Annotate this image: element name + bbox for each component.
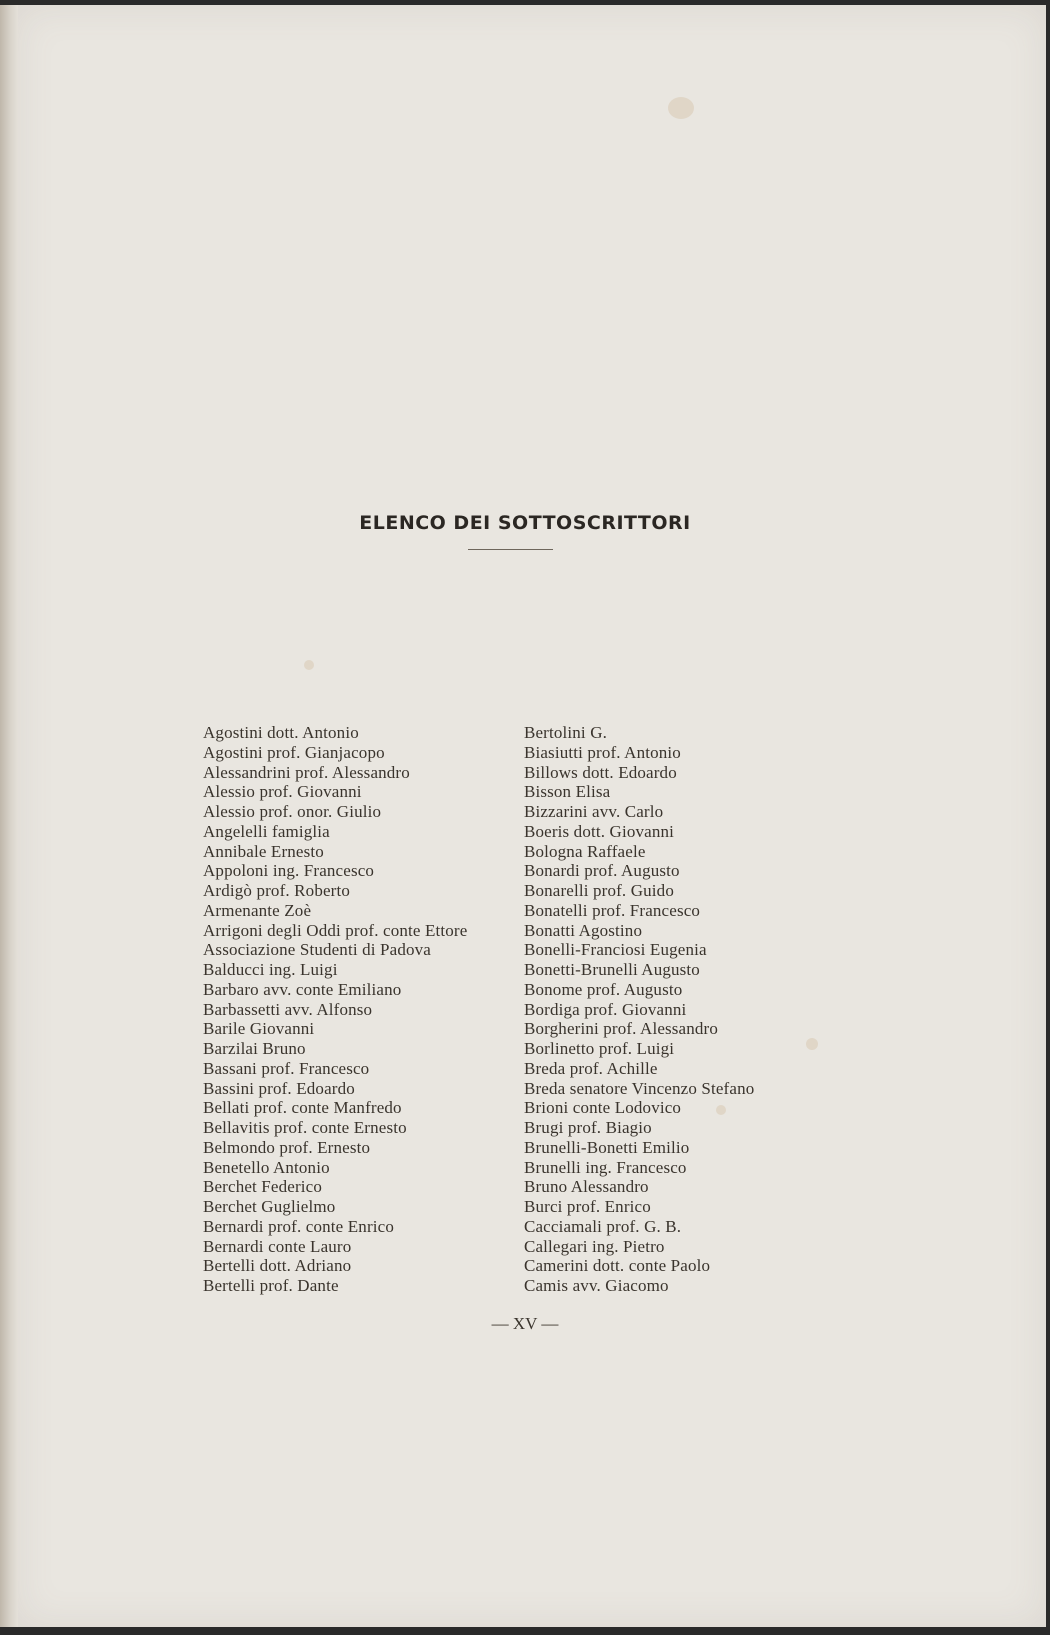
subscriber-entry: Breda senatore Vincenzo Stefano <box>524 1078 755 1098</box>
subscriber-entry: Agostini dott. Antonio <box>203 723 359 742</box>
subscriber-entry: Bruno Alessandro <box>524 1177 649 1197</box>
subscriber-entry: Bonome prof. Augusto <box>524 979 683 999</box>
subscriber-entry: Associazione Studenti di Padova <box>203 940 431 960</box>
subscriber-entry: Angelelli famiglia <box>203 821 330 841</box>
subscriber-entry: Biasiutti prof. Antonio <box>524 742 681 762</box>
subscriber-entry: Camerini dott. conte Paolo <box>524 1256 711 1276</box>
subscriber-entry: Balducci ing. Luigi <box>203 960 338 979</box>
subscriber-entry: Boeris dott. Giovanni <box>524 821 674 841</box>
subscriber-entry: Bertolini G. <box>524 723 608 742</box>
subscriber-entry: Alessio prof. onor. Giulio <box>203 802 382 821</box>
subscriber-entry: Bertelli dott. Adriano <box>203 1256 352 1276</box>
subscriber-entry: Appoloni ing. Francesco <box>203 861 375 881</box>
subscriber-entry: Bizzarini avv. Carlo <box>524 802 664 821</box>
subscriber-entry: Bertelli prof. Dante <box>203 1276 339 1295</box>
binding-edge <box>0 5 18 1627</box>
subscriber-entry: Bordiga prof. Giovanni <box>524 999 687 1019</box>
subscriber-entry: Belmondo prof. Ernesto <box>203 1137 371 1157</box>
subscriber-entry: Agostini prof. Gianjacopo <box>203 742 385 762</box>
subscriber-entry: Brunelli ing. Francesco <box>524 1157 687 1177</box>
subscriber-entry: Borlinetto prof. Luigi <box>524 1039 675 1058</box>
subscriber-entry: Bologna Raffaele <box>524 841 646 861</box>
subscriber-entry: Bernardi prof. conte Enrico <box>203 1216 394 1236</box>
subscriber-entry: Bellavitis prof. conte Ernesto <box>203 1118 407 1137</box>
subscriber-entry: Borgherini prof. Alessandro <box>524 1019 719 1039</box>
subscriber-entry: Bassani prof. Francesco <box>203 1058 370 1078</box>
subscriber-entry: Barile Giovanni <box>203 1019 315 1039</box>
subscriber-entry: Cacciamali prof. G. B. <box>524 1216 682 1236</box>
subscriber-entry: Alessandrini prof. Alessandro <box>203 762 410 782</box>
subscriber-entry: Annibale Ernesto <box>203 841 324 861</box>
subscriber-entry: Bonatelli prof. Francesco <box>524 900 701 920</box>
foxing-spot <box>304 660 314 670</box>
subscriber-entry: Barzilai Bruno <box>203 1039 306 1058</box>
subscriber-entry: Bellati prof. conte Manfredo <box>203 1098 402 1118</box>
subscriber-entry: Berchet Guglielmo <box>203 1197 336 1216</box>
subscriber-entry: Bassini prof. Edoardo <box>203 1078 355 1098</box>
subscriber-entry: Bisson Elisa <box>524 782 611 802</box>
subscriber-entry: Alessio prof. Giovanni <box>203 782 362 802</box>
title-underline <box>468 549 553 550</box>
subscriber-entry: Billows dott. Edoardo <box>524 762 677 782</box>
foxing-spot <box>806 1038 818 1050</box>
subscriber-entry: Burci prof. Enrico <box>524 1197 651 1216</box>
subscriber-entry: Camis avv. Giacomo <box>524 1276 669 1295</box>
subscriber-entry: Berchet Federico <box>203 1177 322 1197</box>
page-title: ELENCO DEI SOTTOSCRITTORI <box>359 512 691 534</box>
subscriber-entry: Breda prof. Achille <box>524 1058 658 1078</box>
subscriber-entry: Bonetti-Brunelli Augusto <box>524 960 700 979</box>
subscriber-entry: Brunelli-Bonetti Emilio <box>524 1137 690 1157</box>
subscriber-entry: Barbaro avv. conte Emiliano <box>203 979 402 999</box>
page-number: — XV — <box>491 1314 559 1333</box>
subscribers-list-right <box>524 723 754 1296</box>
subscriber-entry: Ardigò prof. Roberto <box>203 881 351 900</box>
subscriber-entry: Bernardi conte Lauro <box>203 1236 352 1256</box>
subscriber-entry: Barbassetti avv. Alfonso <box>203 999 373 1019</box>
subscriber-entry: Brioni conte Lodovico <box>524 1098 682 1118</box>
subscribers-list-left <box>203 723 467 1296</box>
subscriber-entry: Callegari ing. Pietro <box>524 1236 665 1256</box>
subscriber-entry: Bonatti Agostino <box>524 920 643 940</box>
subscriber-entry: Arrigoni degli Oddi prof. conte Ettore <box>203 920 468 940</box>
subscriber-entry: Armenante Zoè <box>203 900 312 920</box>
subscriber-entry: Bonelli-Franciosi Eugenia <box>524 940 707 960</box>
foxing-spot <box>668 97 694 119</box>
subscriber-entry: Bonarelli prof. Guido <box>524 881 674 900</box>
subscriber-entry: Bonardi prof. Augusto <box>524 861 680 881</box>
subscriber-entry: Benetello Antonio <box>203 1157 330 1177</box>
subscriber-entry: Brugi prof. Biagio <box>524 1118 652 1137</box>
